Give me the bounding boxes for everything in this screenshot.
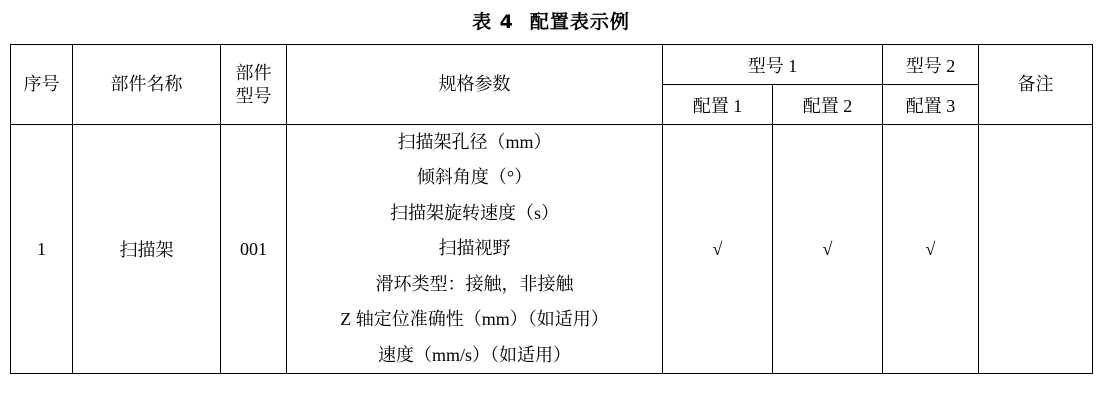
- cell-part-name: 扫描架: [73, 125, 221, 374]
- spec-line: 倾斜角度（°）: [416, 167, 533, 188]
- table-header: [11, 45, 1093, 125]
- header-spec: 规格参数: [287, 45, 663, 125]
- header-model-group-2: 型号 2: [883, 45, 979, 85]
- header-part-model-line1: 部件: [235, 63, 272, 83]
- header-config-1: 配置 1: [663, 85, 773, 125]
- spec-line: 扫描架孔径（mm）: [397, 132, 552, 152]
- table-body: [11, 125, 1093, 374]
- cell-remark: [979, 125, 1093, 374]
- table-caption-label: 表 4: [472, 11, 514, 33]
- spec-line: 速度（mm/s）（如适用）: [377, 344, 571, 365]
- cell-spec: [287, 125, 663, 374]
- spec-line: Z 轴定位准确性（mm）（如适用）: [340, 309, 609, 330]
- cell-config-1: √: [663, 125, 773, 374]
- header-config-3: 配置 3: [883, 85, 979, 125]
- spec-line: 滑环类型：接触，非接触: [375, 273, 574, 294]
- header-model-group-1: 型号 1: [663, 45, 883, 85]
- configuration-table: [10, 44, 1093, 374]
- header-seq: 序号: [11, 45, 73, 125]
- header-remark: 备注: [979, 45, 1093, 125]
- spec-line: 扫描架旋转速度（s）: [389, 202, 559, 223]
- spec-line: 扫描视野: [438, 238, 511, 259]
- cell-part-model: 001: [221, 125, 287, 374]
- header-config-2: 配置 2: [773, 85, 883, 125]
- header-part-model: [221, 45, 287, 125]
- cell-config-2: √: [773, 125, 883, 374]
- table-row: [11, 125, 1093, 374]
- table-header-row-1: [11, 45, 1093, 85]
- table-caption: [0, 0, 1102, 44]
- cell-seq: 1: [11, 125, 73, 374]
- header-part-name: 部件名称: [73, 45, 221, 125]
- cell-config-3: √: [883, 125, 979, 374]
- header-part-model-line2: 型号: [235, 85, 272, 106]
- table-caption-title: 配置表示例: [529, 11, 630, 33]
